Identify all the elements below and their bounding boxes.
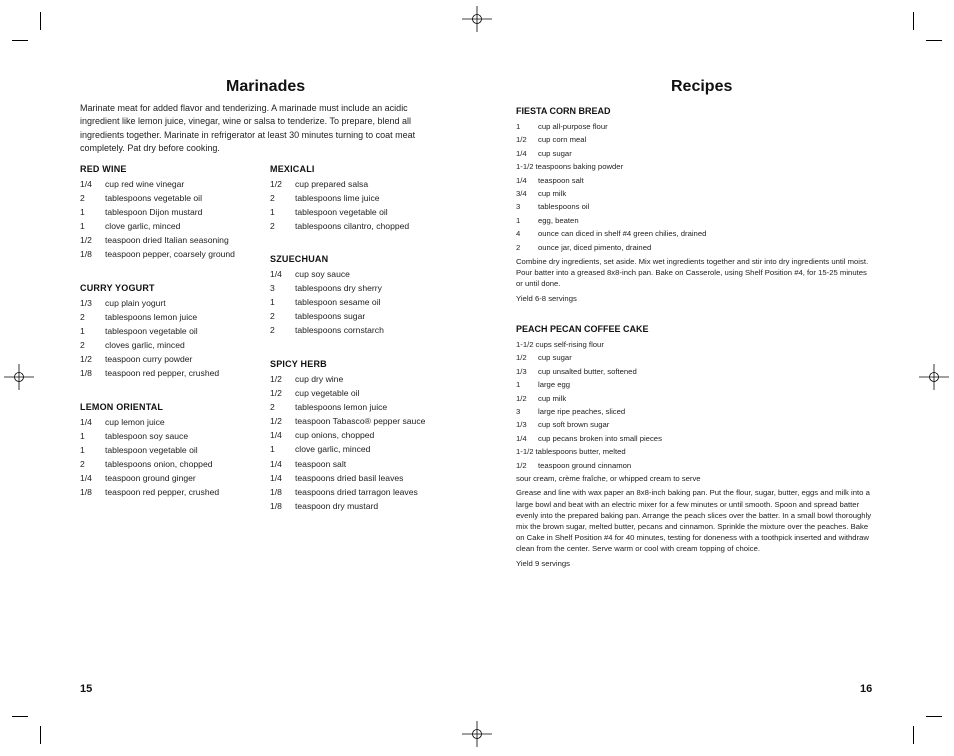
section-title: SPICY HERB [270, 359, 327, 369]
ingredient-text: egg, beaten [538, 215, 579, 225]
ingredient-row [270, 267, 384, 281]
ingredient-list [516, 338, 872, 472]
ingredient-text: cup milk [538, 189, 567, 199]
ingredient-row [80, 177, 235, 191]
ingredient-text: teaspoon red pepper, crushed [105, 368, 220, 379]
registration-mark-top [462, 4, 492, 34]
ingredient-text: cup all-purpose flour [538, 122, 608, 131]
ingredient-text: tablespoon vegetable oil [105, 445, 198, 456]
ingredient-row [270, 386, 425, 400]
ingredient-text: cup corn meal [538, 135, 587, 145]
page-title-recipes: Recipes [671, 78, 733, 95]
ingredient-text: large ripe peaches, sliced [538, 407, 626, 417]
ingredient-text: tablespoons dry sherry [295, 283, 382, 294]
ingredient-row [80, 205, 235, 219]
ingredient-quantity: 2 [80, 312, 85, 323]
ingredient-text: teaspoon dried Italian seasoning [105, 235, 229, 246]
recipe-title: FIESTA CORN BREAD [516, 106, 611, 116]
ingredient-row [516, 432, 872, 445]
ingredient-text: ounce can diced in shelf #4 green chilies, drained [538, 229, 707, 239]
ingredient-list [80, 177, 235, 262]
ingredient-text: clove garlic, minced [105, 221, 181, 232]
section-szuechuan [270, 254, 384, 337]
ingredient-row [516, 160, 872, 173]
ingredient-text: teaspoon dry mustard [295, 500, 379, 511]
ingredient-quantity: 1/4 [80, 473, 92, 484]
ingredient-row [80, 324, 219, 338]
ingredient-quantity: 1/3 [516, 366, 527, 376]
ingredient-quantity: 1/8 [80, 487, 92, 498]
registration-mark-right [919, 362, 949, 392]
ingredient-quantity: 1/2 [516, 353, 527, 363]
ingredient-text: cup red wine vinegar [105, 179, 185, 189]
section-mexicali [270, 164, 409, 233]
section-title: SZUECHUAN [270, 254, 329, 264]
ingredient-row [270, 372, 425, 386]
ingredient-row [80, 443, 219, 457]
ingredient-list [80, 296, 219, 381]
ingredient-row [80, 247, 235, 261]
ingredient-quantity: 1 [80, 445, 85, 456]
ingredient-text: cup sugar [538, 148, 572, 158]
ingredient-text: cup soft brown sugar [538, 420, 610, 430]
ingredient-quantity: 1/2 [516, 393, 527, 403]
ingredient-text: tablespoons lemon juice [295, 402, 388, 413]
ingredient-text: cup plain yogurt [105, 298, 166, 308]
ingredient-quantity: 1 [80, 431, 85, 442]
section-title: LEMON ORIENTAL [80, 402, 164, 412]
ingredient-row [270, 295, 384, 309]
ingredient-text: tablespoon sesame oil [295, 297, 381, 308]
ingredient-text: cups self-rising flour [535, 340, 604, 349]
ingredient-text: teaspoons dried basil leaves [295, 472, 404, 483]
ingredient-text: tablespoons lemon juice [105, 312, 198, 323]
ingredient-text: tablespoons onion, chopped [105, 459, 213, 470]
ingredient-list [270, 267, 384, 337]
ingredient-quantity: 1/8 [270, 486, 282, 497]
ingredient-row [516, 120, 872, 133]
ingredient-text: teaspoons baking powder [535, 162, 624, 172]
ingredient-row [516, 418, 872, 431]
ingredient-text: large egg [538, 380, 571, 390]
ingredient-quantity: 1/4 [80, 179, 92, 189]
ingredient-row [516, 174, 872, 187]
recipe-directions: Combine dry ingredients, set aside. Mix wet ingredients together and stir into dry ingredients until moist. Pour batter into a greased 8x8-inch pan. Bake on Casserole, using Shelf Position #4, for 15-25 minutes or until done. [516, 257, 869, 289]
recipe-peach-pecan-coffee-cake [516, 324, 872, 569]
ingredient-row [270, 442, 425, 456]
ingredient-text: teaspoon curry powder [105, 354, 193, 365]
ingredient-quantity: 2 [270, 311, 275, 322]
ingredient-row [270, 177, 409, 191]
ingredient-row [80, 338, 219, 352]
ingredient-row [80, 429, 219, 443]
ingredient-row [80, 352, 219, 366]
ingredient-quantity: 3 [516, 407, 521, 417]
ingredient-text: teaspoon salt [295, 458, 347, 469]
ingredient-quantity: 1/2 [270, 388, 282, 399]
ingredient-text: tablespoons vegetable oil [105, 193, 202, 204]
ingredient-text: teaspoon salt [538, 175, 584, 185]
section-lemon-oriental [80, 402, 219, 500]
page-number: 16 [860, 683, 873, 695]
ingredient-text: tablespoons cornstarch [295, 325, 384, 336]
ingredient-row [270, 191, 409, 205]
ingredient-quantity: 1 [270, 444, 275, 455]
recipe-fiesta-corn-bread [516, 106, 872, 304]
ingredient-quantity: 3 [270, 283, 275, 294]
ingredient-text: teaspoon red pepper, crushed [105, 487, 220, 498]
ingredient-quantity: 2 [270, 325, 275, 336]
ingredient-row [270, 499, 425, 513]
ingredient-quantity: 1/2 [270, 416, 282, 427]
section-title: CURRY YOGURT [80, 283, 155, 293]
ingredient-text: teaspoon ground ginger [105, 473, 196, 484]
registration-mark-left [4, 362, 34, 392]
ingredient-text: cup onions, chopped [295, 430, 375, 441]
section-red-wine [80, 164, 235, 262]
ingredient-row [516, 227, 872, 240]
ingredient-row [270, 219, 409, 233]
ingredient-quantity: 1-1/2 [516, 447, 534, 457]
ingredient-quantity: 1 [270, 297, 275, 308]
section-curry-yogurt [80, 283, 219, 381]
ingredient-quantity: 1/3 [516, 420, 527, 430]
ingredient-row [516, 445, 872, 458]
ingredient-text: tablespoon Dijon mustard [105, 207, 203, 218]
ingredient-text: tablespoons oil [538, 202, 590, 212]
ingredient-quantity: 1/4 [80, 417, 92, 427]
ingredient-quantity: 2 [270, 193, 275, 204]
ingredient-quantity: 1 [516, 215, 521, 225]
ingredient-text: clove garlic, minced [295, 444, 371, 455]
ingredient-quantity: 3 [516, 202, 521, 212]
ingredient-row [80, 191, 235, 205]
ingredient-quantity: 1/2 [80, 354, 92, 365]
ingredient-text: teaspoon Tabasco® pepper sauce [295, 416, 426, 427]
recipe-yield: Yield 6-8 servings [516, 293, 577, 303]
ingredient-text: tablespoons cilantro, chopped [295, 221, 410, 232]
ingredient-quantity: 1 [80, 221, 85, 232]
ingredient-text: tablespoons butter, melted [535, 447, 626, 457]
ingredient-quantity: 1 [80, 326, 85, 337]
ingredient-quantity: 1/4 [516, 175, 527, 185]
ingredient-row [80, 310, 219, 324]
ingredient-text: cup soy sauce [295, 269, 350, 279]
ingredient-row [516, 200, 872, 213]
ingredient-list [516, 120, 872, 254]
ingredient-text: cup milk [538, 393, 567, 403]
ingredient-quantity: 4 [516, 229, 521, 239]
ingredient-row [516, 338, 872, 351]
recipe-directions: Grease and line with wax paper an 8x8-inch baking pan. Put the flour, sugar, butter, eggs and milk into a large bowl and beat with an electric mixer for a few minutes or until smooth. Spoon and spread batter evenly into the prepared baking pan. Arrange the peach slices over the batter. In a small bowl thoroughly mix the brown sugar, melted butter, pecans and cinnamon. Sprinkle the mixture over the peaches. Bake on Cake in Shelf Position #4 for 40 minutes, testing for doneness with a toothpick inserted and withdraw clean from the center. Serve warm or cool with cream topping of choice. [516, 488, 872, 554]
ingredient-row [80, 366, 219, 380]
ingredient-text: cloves garlic, minced [105, 340, 185, 351]
section-title: RED WINE [80, 164, 127, 174]
ingredient-row [516, 187, 872, 200]
ingredient-row [270, 485, 425, 499]
ingredient-text: tablespoons sugar [295, 311, 366, 322]
ingredient-row [270, 281, 384, 295]
ingredient-quantity: 1/2 [270, 179, 282, 189]
ingredient-serving-note: sour cream, crème fraîche, or whipped cream to serve [516, 474, 701, 484]
ingredient-quantity: 2 [270, 402, 275, 413]
ingredient-text: ounce jar, diced pimento, drained [538, 242, 652, 252]
ingredient-quantity: 1/4 [270, 430, 282, 441]
ingredient-row [270, 471, 425, 485]
ingredient-row [516, 378, 872, 391]
ingredient-text: teaspoon ground cinnamon [538, 460, 632, 470]
ingredient-row [516, 241, 872, 254]
ingredient-text: teaspoon pepper, coarsely ground [105, 249, 235, 260]
ingredient-text: tablespoon vegetable oil [105, 326, 198, 337]
ingredient-quantity: 2 [270, 221, 275, 232]
ingredient-quantity: 2 [80, 340, 85, 351]
recipe-yield: Yield 9 servings [516, 558, 570, 568]
ingredient-text: tablespoon soy sauce [105, 431, 189, 442]
ingredient-quantity: 1/4 [270, 472, 282, 483]
registration-mark-bottom [462, 719, 492, 749]
ingredient-quantity: 1/8 [80, 368, 92, 379]
ingredient-list [80, 415, 219, 500]
ingredient-text: cup vegetable oil [295, 388, 360, 399]
ingredient-list [270, 372, 425, 513]
ingredient-row [80, 296, 219, 310]
ingredient-quantity: 3/4 [516, 189, 527, 199]
section-title: MEXICALI [270, 164, 315, 174]
recipe-title: PEACH PECAN COFFEE CAKE [516, 324, 649, 334]
page-title-marinades: Marinades [226, 78, 306, 95]
ingredient-row [516, 214, 872, 227]
ingredient-row [516, 392, 872, 405]
ingredient-row [516, 351, 872, 364]
page-number: 15 [80, 683, 93, 695]
ingredient-quantity: 1/2 [516, 135, 527, 145]
ingredient-row [270, 323, 384, 337]
ingredient-row [80, 457, 219, 471]
ingredient-quantity: 1 [516, 380, 521, 390]
ingredient-quantity: 2 [516, 242, 521, 252]
ingredient-text: cup sugar [538, 353, 572, 363]
ingredient-quantity: 1 [270, 207, 275, 218]
ingredient-row [516, 147, 872, 160]
ingredient-quantity: 1/3 [80, 298, 92, 308]
ingredient-list [270, 177, 409, 233]
ingredient-row [270, 414, 425, 428]
ingredient-text: cup prepared salsa [295, 179, 369, 189]
marinades-intro: Marinate meat for added flavor and tenderizing. A marinade must include an acidic ingredient like lemon juice, vinegar, wine or salsa to tenderize. To prepare, blend all ingredients together. Marinate in refrigerator at least 30 minutes turning to coat meat completely. Pat dry before cooking. [80, 103, 416, 153]
ingredient-quantity: 1 [80, 207, 85, 218]
ingredient-quantity: 1/8 [80, 249, 92, 260]
ingredient-text: tablespoons lime juice [295, 193, 380, 204]
ingredient-quantity: 1/2 [270, 374, 282, 384]
ingredient-quantity: 1-1/2 [516, 340, 534, 349]
ingredient-quantity: 1/2 [516, 460, 527, 470]
ingredient-quantity: 2 [80, 459, 85, 470]
ingredient-quantity: 1-1/2 [516, 162, 534, 172]
ingredient-row [516, 365, 872, 378]
ingredient-row [80, 471, 219, 485]
ingredient-text: teaspoons dried tarragon leaves [295, 486, 418, 497]
ingredient-quantity: 1 [516, 122, 521, 131]
ingredient-row [516, 459, 872, 472]
ingredient-quantity: 1/8 [270, 500, 282, 511]
ingredient-row [80, 233, 235, 247]
ingredient-row [270, 400, 425, 414]
ingredient-text: cup dry wine [295, 374, 344, 384]
ingredient-quantity: 2 [80, 193, 85, 204]
ingredient-row [80, 485, 219, 499]
ingredient-text: tablespoon vegetable oil [295, 207, 388, 218]
ingredient-row [516, 405, 872, 418]
ingredient-row [270, 205, 409, 219]
ingredient-quantity: 1/2 [80, 235, 92, 246]
ingredient-text: cup pecans broken into small pieces [538, 433, 662, 443]
ingredient-row [80, 219, 235, 233]
section-spicy-herb [270, 359, 425, 513]
ingredient-quantity: 1/4 [270, 269, 282, 279]
ingredient-row [80, 415, 219, 429]
ingredient-row [270, 428, 425, 442]
ingredient-text: cup unsalted butter, softened [538, 366, 637, 376]
ingredient-row [516, 133, 872, 146]
ingredient-quantity: 1/4 [516, 148, 527, 158]
ingredient-quantity: 1/4 [516, 433, 527, 443]
ingredient-row [270, 309, 384, 323]
ingredient-row [270, 457, 425, 471]
ingredient-text: cup lemon juice [105, 417, 165, 427]
ingredient-quantity: 1/4 [270, 458, 282, 469]
